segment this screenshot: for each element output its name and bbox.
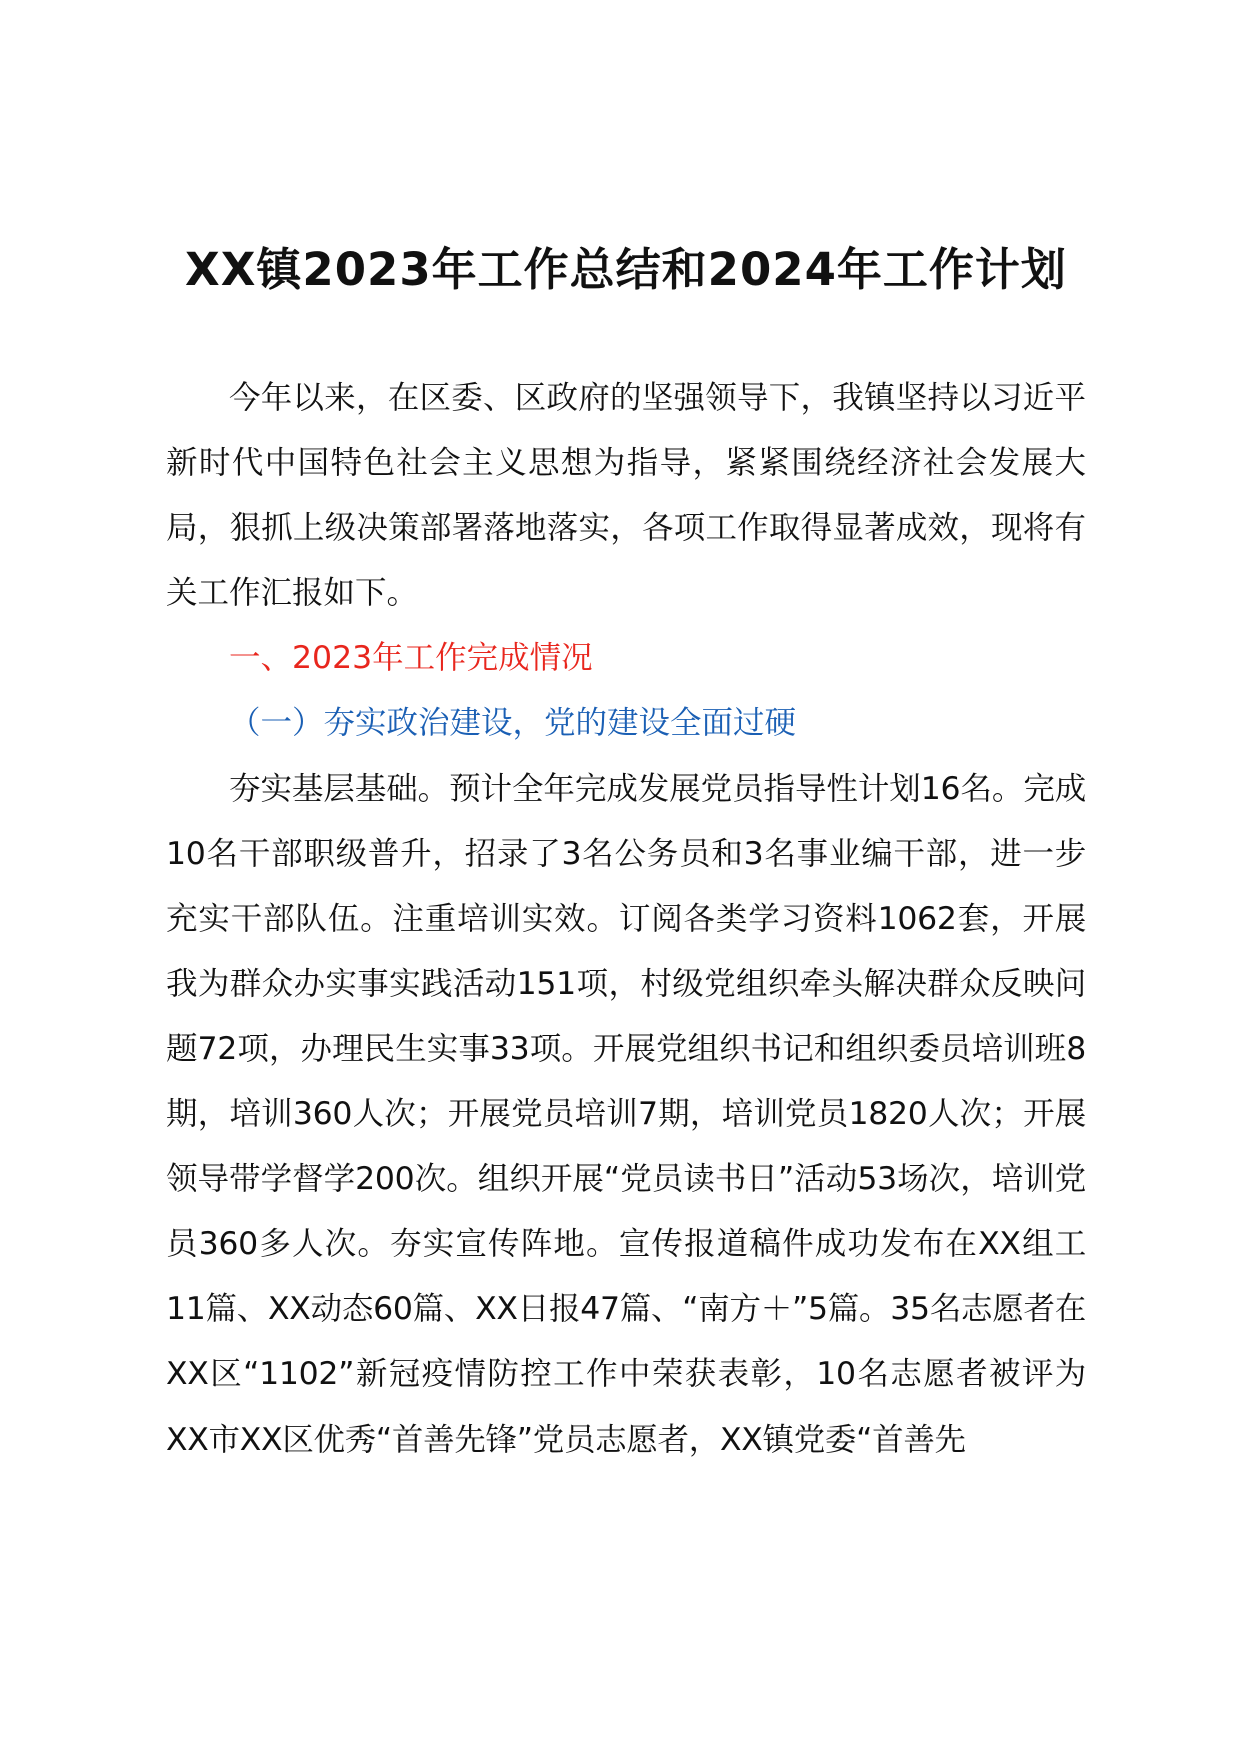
section-heading: 一、2023年工作完成情况 bbox=[229, 640, 593, 677]
intro-paragraph: 今年以来，在区委、区政府的坚强领导下，我镇坚持以习近平新时代中国特色社会主义思想为指导，紧紧围绕经济社会发展大局，狠抓上级决策部署落地落实，各项工作取得显著成效，现将有关工作汇报如下。 bbox=[166, 380, 1086, 612]
document-body bbox=[166, 366, 1086, 1473]
subsection-body-paragraph: 夯实基层基础。预计全年完成发展党员指导性计划16名。完成10名干部职级普升，招录了3名公务员和3名事业编干部，进一步充实干部队伍。注重培训实效。订阅各类学习资料1062套，开展我为群众办实事实践活动151项，村级党组织牵头解决群众反映问题72项，办理民生实事33项。开展党组织书记和组织委员培训班8期，培训360人次；开展党员培训7期，培训党员1820人次；开展领导带学督学200次。组织开展“党员读书日”活动53场次，培训党员360多人次。夯实宣传阵地。宣传报道稿件成功发布在XX组工11篇、XX动态60篇、XX日报47篇、“南方＋”5篇。35名志愿者在XX区“1102”新冠疫情防控工作中荣获表彰，10名志愿者被评为XX市XX区优秀“首善先锋”党员志愿者，XX镇党委“首善先 bbox=[166, 770, 1086, 1458]
subsection-heading: （一）夯实政治建设，党的建设全面过硬 bbox=[229, 705, 797, 742]
document-page bbox=[166, 0, 1086, 1754]
document-title: XX镇2023年工作总结和2024年工作计划 bbox=[185, 243, 1067, 296]
